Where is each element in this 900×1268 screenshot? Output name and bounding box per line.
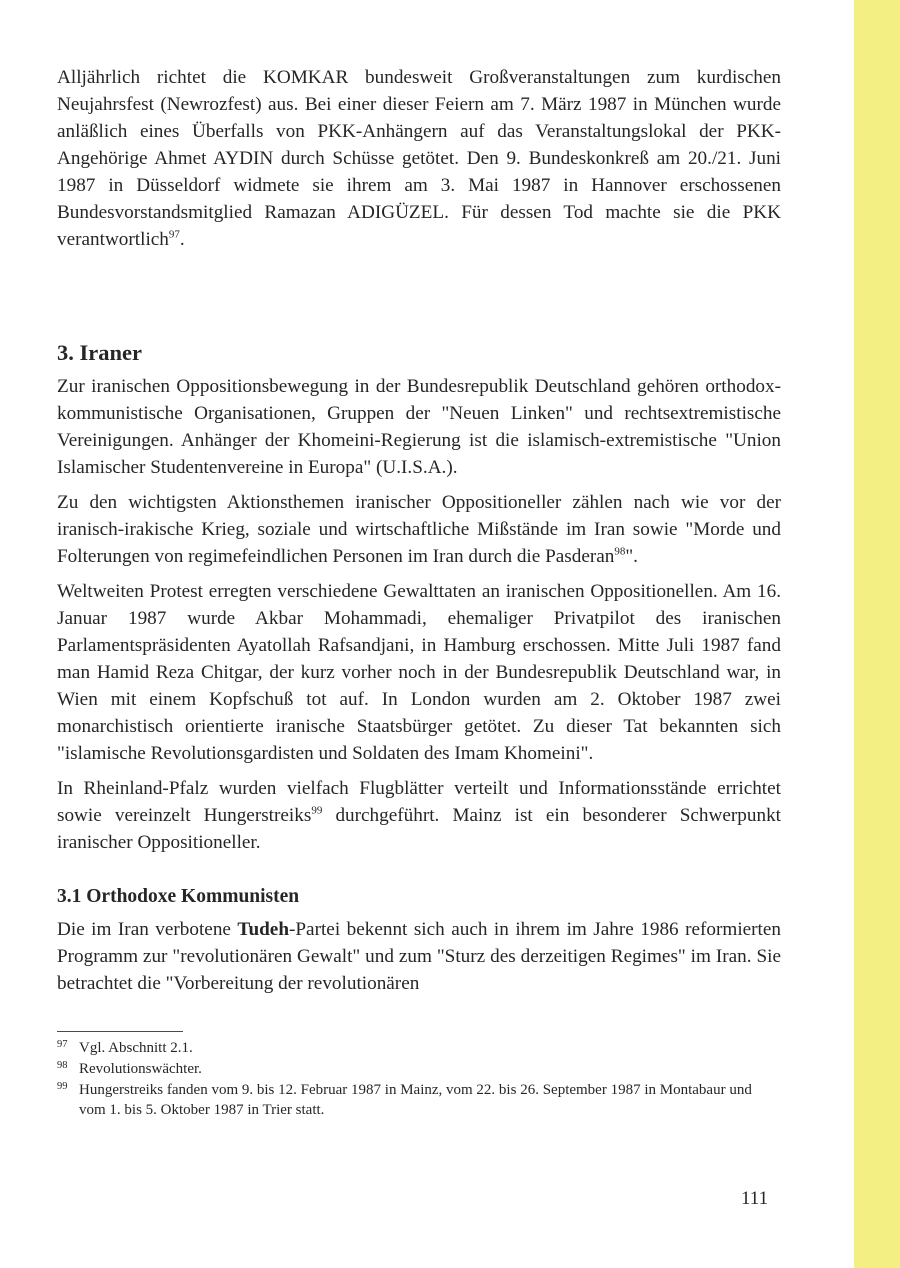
footnote-ref-97: 97 [168,228,180,241]
iraner-paragraph-4: In Rheinland-Pfalz wurden vielfach Flugblätter verteilt und Informationsstände errichtet sowie vereinzelt Hungerstreiks$^{99}$ durchgeführt. Mainz ist ein besonderer Schwerpunkt iranischer Oppositioneller. [57,778,781,853]
kommunisten-paragraph: Die im Iran verbotene Tudeh-Partei bekennt sich auch in ihrem im Jahre 1986 reformierten Programm zur "revolutionären Gewalt" und zum "Sturz des derzeitigen Regimes" im Iran. Sie betrachtet die "Vorbereitung der revolutionären [57,919,782,994]
footnote-divider [57,1031,183,1032]
footnote-99 [57,1080,781,1120]
footnote-number: 97 [57,1039,68,1050]
footnote-97 [57,1038,781,1058]
page-number: 111 [741,1188,769,1209]
subsection-heading-kommunisten: 3.1 Orthodoxe Kommunisten [57,886,300,907]
footnote-number: 98 [57,1060,68,1071]
iraner-paragraph-1: Zur iranischen Oppositionsbewegung in der Bundesrepublik Deutschland gehören orthodox-kommunistische Organisationen, Gruppen der "Neuen Linken" und rechtsextremistische Vereinigungen. Anhänger der Khomeini-Regierung ist die islamisch-extremistische "Union Islamischer Studentenvereine in Europa" (U.I.S.A.). [57,376,781,478]
iraner-paragraph-3: Weltweiten Protest erregten verschiedene Gewalttaten an iranischen Oppositionellen. Am 16. Januar 1987 wurde Akbar Mohammadi, ehemaliger Privatpilot des iranischen Parlamentspräsidenten Ayatollah Rafsandjani, in Hamburg erschossen. Mitte Juli 1987 fand man Hamid Reza Chitgar, der kurz vorher noch in der Bundesrepublik Deutschland war, in Wien mit einem Kopfschuß tot auf. In London wurden am 2. Oktober 1987 zwei monarchistisch orientierte iranische Staatsbürger getötet. Zu dieser Tat bekannten sich "islamische Revolutionsgardisten und Soldaten des Imam Khomeini". [57,581,781,764]
section-heading-iraner: 3. Iraner [57,340,142,365]
footnote-98 [57,1059,781,1079]
yellow-margin-strip [854,0,900,1268]
iraner-paragraph-2: Zu den wichtigsten Aktionsthemen iranischer Oppositioneller zählen nach wie vor der iranisch-irakische Krieg, soziale und wirtschaftliche Mißstände im Iran sowie "Morde und Folterungen von regimefeindlichen Personen im Iran durch die Pasderan$^{98}$". [57,492,781,567]
footnotes [57,1038,781,1120]
footnote-text: Hungerstreiks fanden vom 9. bis 12. Februar 1987 in Mainz, vom 22. bis 26. September 1987 in Montabaur und vom 1. bis 5. Oktober 1987 in Trier statt. [79,1082,752,1118]
footnote-text: Vgl. Abschnitt 2.1. [79,1040,193,1056]
intro-paragraph: Alljährlich richtet die KOMKAR bundesweit Großveranstaltungen zum kurdischen Neujahrsfest (Newrozfest) aus. Bei einer dieser Feiern am 7. März 1987 in München wurde anläßlich eines Überfalls von PKK-Anhängern auf das Veranstaltungslokal der PKK-Angehörige Ahmet AYDIN durch Schüsse getötet. Den 9. Bundeskonkreß am 20./21. Juni 1987 in Düsseldorf widmete sie ihrem am 3. Mai 1987 in Hannover erschossenen Bundesvorstandsmitglied Ramazan ADIGÜZEL. Für dessen Tod machte sie die PKK verantwortlich$^{97}$. [57,67,781,250]
footnote-ref-99: 99 [311,804,323,817]
page-content [57,64,781,1121]
tudeh-term: Tudeh [237,919,289,940]
footnote-number: 99 [57,1081,68,1092]
footnote-ref-98: 98 [614,545,626,558]
footnote-text: Revolutionswächter. [79,1061,202,1077]
